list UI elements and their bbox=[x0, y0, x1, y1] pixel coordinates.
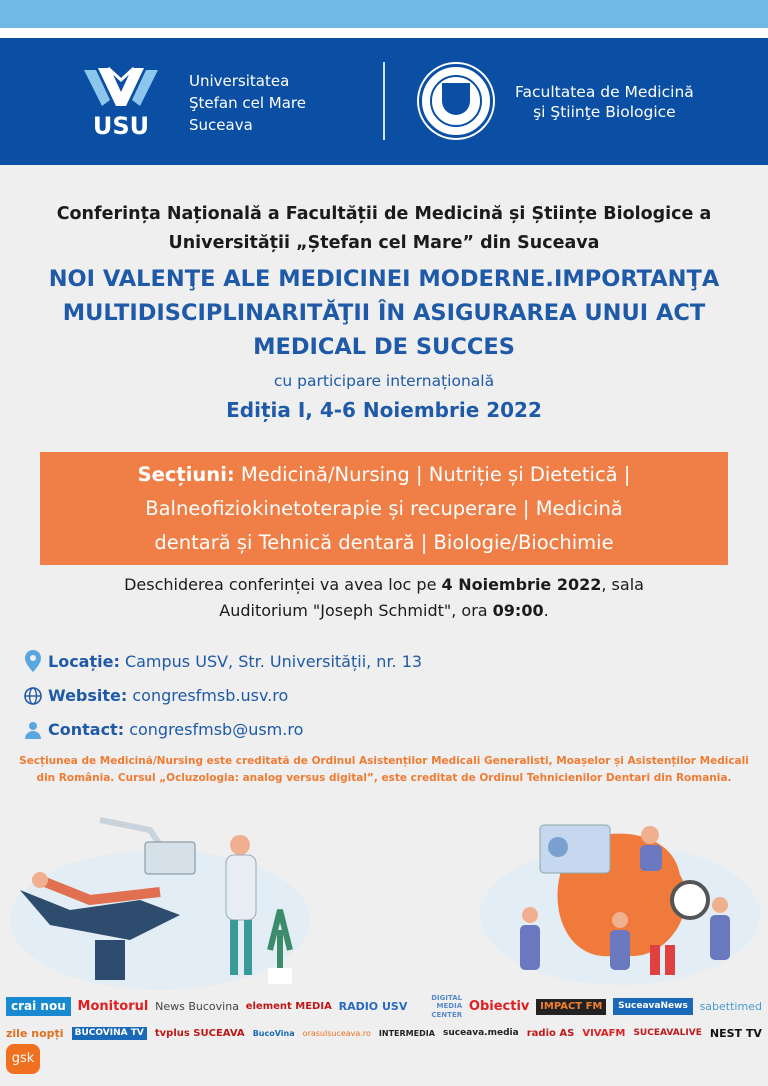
sponsor-logo: SuceavaNews bbox=[613, 998, 693, 1015]
opening-text: Deschiderea conferinței va avea loc pe bbox=[124, 575, 442, 594]
sponsor-logo: VIVAFM bbox=[582, 1027, 626, 1039]
sponsor-logo: DIGITAL MEDIA CENTER bbox=[431, 994, 463, 1019]
sponsor-logo: BUCOVINA TV bbox=[72, 1027, 147, 1040]
edition: Ediția I, 4-6 Noiembrie 2022 bbox=[226, 398, 542, 422]
title-line: Conferința Națională a Facultății de Medicină și Științe Biologice a bbox=[56, 204, 712, 224]
sponsor-logo: crai nou bbox=[6, 997, 71, 1015]
headline-line: NOI VALENŢE ALE MEDICINEI MODERNE.IMPORTANŢA bbox=[48, 266, 720, 292]
usv-logo-icon bbox=[80, 66, 162, 138]
sponsor-logo: orasulsuceava.ro bbox=[302, 1028, 371, 1038]
opening-date: 4 Noiembrie 2022 bbox=[441, 575, 602, 594]
title-line: Universității „Ștefan cel Mare” din Suceava bbox=[168, 233, 600, 253]
university-name-line: Universitatea bbox=[189, 72, 290, 90]
sponsor-logo: gsk bbox=[6, 1044, 40, 1074]
sponsor-logo: element MEDIA bbox=[245, 1000, 332, 1012]
globe-icon bbox=[24, 687, 42, 705]
sponsor-logo: NEST TV bbox=[709, 1027, 762, 1041]
university-name-line: Suceava bbox=[189, 116, 253, 134]
sponsor-logo: Obiectiv bbox=[468, 998, 530, 1014]
header-divider bbox=[383, 62, 385, 140]
top-band bbox=[0, 0, 768, 28]
contact-label: Contact: bbox=[48, 720, 125, 739]
university-name bbox=[189, 70, 306, 136]
website-row bbox=[24, 686, 288, 705]
person-icon bbox=[24, 721, 42, 739]
sponsor-logo: suceava.media bbox=[442, 1028, 519, 1039]
website-label: Website: bbox=[48, 686, 128, 705]
opening-info bbox=[0, 572, 768, 624]
faculty-name-line: Facultatea de Medicină bbox=[515, 83, 694, 101]
sponsor-logo: News Bucovina bbox=[155, 999, 239, 1013]
headline-line: MULTIDISCIPLINARITĂŢII ÎN ASIGURAREA UNUI ACT bbox=[62, 300, 706, 326]
credit-line: Secțiunea de Medicină/Nursing este creditată de Ordinul Asistenților Medicali Generalisti, Moașelor și Asistenților Medicali bbox=[19, 755, 749, 767]
dentist-illustration bbox=[10, 800, 310, 990]
sponsor-logo: tvplus SUCEAVA bbox=[154, 1027, 245, 1039]
faculty-seal-icon bbox=[419, 64, 493, 138]
subtitle: cu participare internațională bbox=[273, 372, 495, 390]
accreditation-note bbox=[0, 753, 768, 787]
sponsor-logo: BucoVina bbox=[252, 1028, 295, 1038]
sponsor-logo: zile nopți bbox=[6, 1027, 64, 1041]
map-pin-icon bbox=[24, 650, 42, 672]
white-band bbox=[0, 28, 768, 38]
conference-headline bbox=[0, 262, 768, 364]
location-value: Campus USV, Str. Universității, nr. 13 bbox=[119, 651, 423, 671]
sponsor-logo: Monitorul bbox=[77, 998, 149, 1014]
website-link[interactable]: congresfmsb.usv.ro bbox=[127, 686, 289, 705]
sponsor-logo: INTERMEDIA bbox=[378, 1028, 435, 1038]
sections-box bbox=[40, 452, 728, 565]
sponsor-row bbox=[6, 994, 762, 1019]
svg-text:USU: USU bbox=[92, 112, 150, 138]
sponsor-logo: SUCEAVALIVE bbox=[633, 1028, 702, 1039]
brain-research-illustration bbox=[470, 795, 760, 990]
sections-line: dentară și Tehnică dentară | Biologie/Biochimie bbox=[154, 531, 614, 554]
location-row bbox=[24, 650, 422, 672]
conference-title bbox=[0, 200, 768, 258]
opening-text: , sala bbox=[601, 575, 644, 594]
contact-row bbox=[24, 720, 303, 739]
opening-time: 09:00 bbox=[492, 601, 544, 620]
faculty-name bbox=[515, 82, 694, 122]
location-label: Locație: bbox=[48, 651, 120, 671]
opening-text: . bbox=[543, 601, 549, 620]
sections-line: Balneofiziokinetoterapie și recuperare | Medicină bbox=[145, 497, 623, 520]
sponsor-logo: RADIO USV bbox=[338, 999, 408, 1013]
opening-text: Auditorium "Joseph Schmidt", ora bbox=[219, 601, 493, 620]
sponsor-logo: radio AS bbox=[526, 1027, 575, 1039]
faculty-name-line: şi Ştiinţe Biologice bbox=[533, 103, 676, 121]
header-banner bbox=[0, 38, 768, 165]
sponsor-logo: IMPACT FM bbox=[536, 999, 606, 1015]
sponsor-logos bbox=[6, 994, 762, 1074]
headline-line: MEDICAL DE SUCCES bbox=[253, 334, 515, 360]
sponsor-logo: sabettimed bbox=[699, 999, 762, 1013]
sections-line: Medicină/Nursing | Nutriție și Dietetică | bbox=[234, 463, 631, 486]
university-name-line: Ştefan cel Mare bbox=[189, 94, 306, 112]
sponsor-row bbox=[6, 1027, 762, 1074]
contact-email-link[interactable]: congresfmsb@usm.ro bbox=[124, 720, 304, 739]
credit-line: din România. Cursul „Ocluzologia: analog versus digital”, este creditat de Ordinul Tehnicienilor Dentari din Romania. bbox=[36, 772, 732, 784]
sections-label: Secțiuni: bbox=[137, 463, 235, 486]
